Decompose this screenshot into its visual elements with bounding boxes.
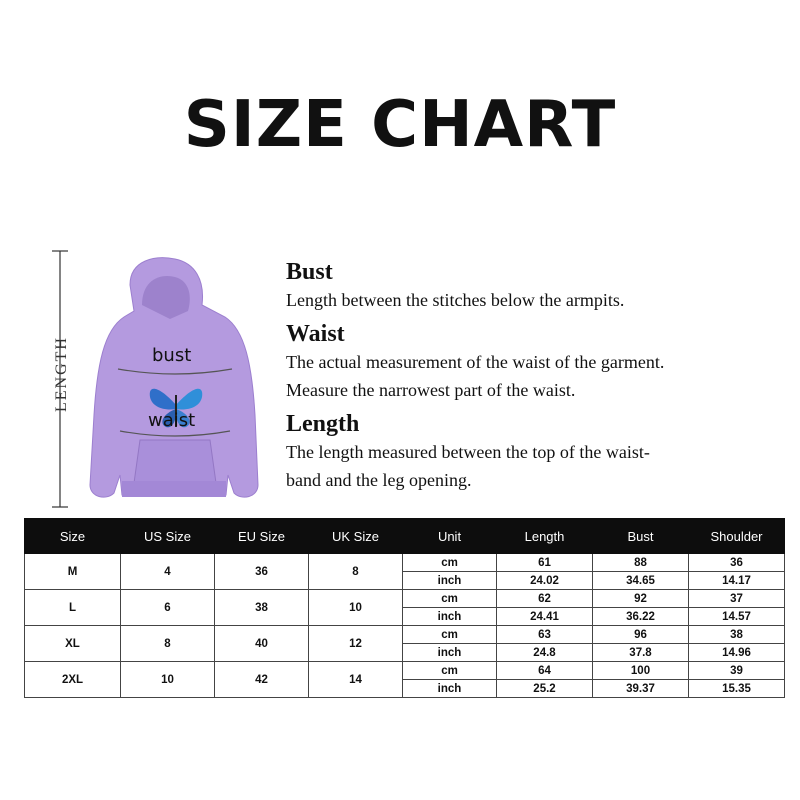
column-header: Shoulder (689, 519, 785, 554)
size-table (24, 518, 785, 698)
waist-label: waist (148, 410, 196, 431)
definition-waist (286, 320, 786, 404)
unit-cell: inch (403, 608, 497, 626)
bust-cell: 39.37 (593, 680, 689, 698)
definition-text: Length between the stitches below the armpits. (286, 290, 625, 310)
eu-size-cell: 38 (215, 590, 309, 626)
page-title: SIZE CHART (183, 88, 617, 162)
definition-bust (286, 258, 786, 314)
length-cell: 63 (497, 626, 593, 644)
definition-term: Bust (286, 259, 333, 285)
table-header-row (25, 519, 785, 554)
bust-cell: 96 (593, 626, 689, 644)
column-header: Bust (593, 519, 689, 554)
shoulder-cell: 37 (689, 590, 785, 608)
uk-size-cell: 14 (309, 662, 403, 698)
table-row (25, 590, 785, 608)
size-cell: XL (25, 626, 121, 662)
size-cell: L (25, 590, 121, 626)
definition-text: The length measured between the top of the waist- (286, 442, 650, 462)
length-label: LENGTH (53, 336, 70, 412)
unit-cell: inch (403, 680, 497, 698)
unit-cell: cm (403, 590, 497, 608)
size-cell: 2XL (25, 662, 121, 698)
eu-size-cell: 42 (215, 662, 309, 698)
unit-cell: inch (403, 644, 497, 662)
length-cell: 61 (497, 554, 593, 572)
bust-label: bust (152, 345, 192, 366)
length-cell: 24.8 (497, 644, 593, 662)
definition-text: band and the leg opening. (286, 470, 472, 490)
unit-cell: cm (403, 554, 497, 572)
hoodie-figure (30, 245, 270, 515)
us-size-cell: 10 (121, 662, 215, 698)
eu-size-cell: 40 (215, 626, 309, 662)
shoulder-cell: 36 (689, 554, 785, 572)
column-header: Unit (403, 519, 497, 554)
column-header: Length (497, 519, 593, 554)
uk-size-cell: 12 (309, 626, 403, 662)
eu-size-cell: 36 (215, 554, 309, 590)
definition-term: Waist (286, 321, 345, 347)
column-header: US Size (121, 519, 215, 554)
measurement-definitions (286, 258, 786, 498)
hoodie-shape (90, 258, 258, 497)
bust-cell: 88 (593, 554, 689, 572)
column-header: EU Size (215, 519, 309, 554)
bust-cell: 100 (593, 662, 689, 680)
shoulder-cell: 39 (689, 662, 785, 680)
size-cell: M (25, 554, 121, 590)
table-row (25, 662, 785, 680)
shoulder-cell: 15.35 (689, 680, 785, 698)
shoulder-cell: 14.17 (689, 572, 785, 590)
unit-cell: inch (403, 572, 497, 590)
us-size-cell: 4 (121, 554, 215, 590)
definition-length (286, 410, 786, 494)
column-header: UK Size (309, 519, 403, 554)
length-cell: 64 (497, 662, 593, 680)
shoulder-cell: 14.96 (689, 644, 785, 662)
column-header: Size (25, 519, 121, 554)
length-cell: 25.2 (497, 680, 593, 698)
us-size-cell: 6 (121, 590, 215, 626)
table-row (25, 554, 785, 572)
definition-term: Length (286, 411, 360, 437)
table-row (25, 626, 785, 644)
length-cell: 62 (497, 590, 593, 608)
us-size-cell: 8 (121, 626, 215, 662)
definition-text: The actual measurement of the waist of the garment. (286, 352, 665, 372)
bust-cell: 92 (593, 590, 689, 608)
unit-cell: cm (403, 626, 497, 644)
unit-cell: cm (403, 662, 497, 680)
shoulder-cell: 38 (689, 626, 785, 644)
length-cell: 24.41 (497, 608, 593, 626)
definition-text: Measure the narrowest part of the waist. (286, 380, 576, 400)
uk-size-cell: 8 (309, 554, 403, 590)
uk-size-cell: 10 (309, 590, 403, 626)
bust-cell: 37.8 (593, 644, 689, 662)
shoulder-cell: 14.57 (689, 608, 785, 626)
length-cell: 24.02 (497, 572, 593, 590)
bust-cell: 36.22 (593, 608, 689, 626)
bust-cell: 34.65 (593, 572, 689, 590)
